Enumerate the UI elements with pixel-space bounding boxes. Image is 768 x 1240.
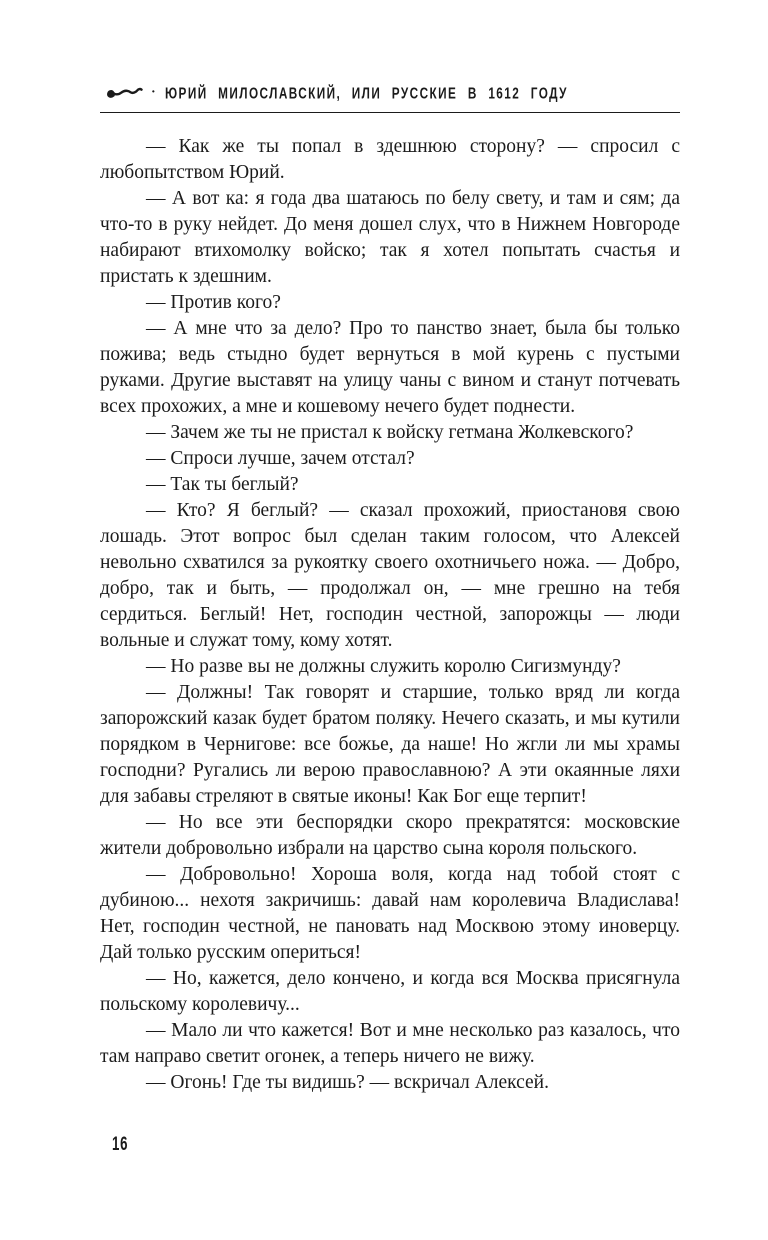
paragraph: — Против кого? [146,292,281,313]
body-text [100,134,680,1096]
paragraph: — Огонь! Где ты видишь? — вскричал Алексей. [146,1072,549,1093]
paragraph: — Как же ты попал в здешнюю сторону? — спросил с любопытством Юрий. [100,136,680,183]
header-separator: · [151,85,156,100]
page-content [100,84,680,1096]
paragraph: — Должны! Так говорят и старшие, только вряд ли когда запорожский казак будет братом поляку. Нечего сказать, и мы кутили порядком в Чернигове: все божье, да наше! Но жгли ли мы храмы господни? Ругались ли верою православною? А эти окаянные ляхи для забавы стреляют в святые иконы! Как Бог еще терпит! [100,682,680,807]
paragraph: — Мало ли что кажется! Вот и мне несколько раз казалось, что там направо светит огонек, а теперь ничего не вижу. [100,1020,680,1067]
running-title: ЮРИЙ МИЛОСЛАВСКИЙ, ИЛИ РУССКИЕ В 1612 ГОДУ [164,84,568,102]
paragraph: — А вот ка: я года два шатаюсь по белу свету, и там и сям; да что-то в руку нейдет. До меня дошел слух, что в Нижнем Новгороде набирают втихомолку войско; так я хотел попытать счастья и пристать к здешним. [100,188,680,287]
paragraph: — Но, кажется, дело кончено, и когда вся Москва присягнула польскому королевичу... [100,968,680,1015]
flourish-ornament-icon [106,86,144,100]
paragraph: — Зачем же ты не пристал к войску гетмана Жолкевского? [146,422,634,443]
paragraph: — Но разве вы не должны служить королю Сигизмунду? [146,656,621,677]
page-number: 16 [112,1133,129,1155]
running-head [100,84,680,113]
paragraph: — А мне что за дело? Про то панство знает, была бы только пожива; ведь стыдно будет вернуться в мой курень с пустыми руками. Другие выставят на улицу чаны с вином и станут потчевать всех прохожих, а мне и кошевому нечего будет поднести. [100,318,680,417]
paragraph: — Спроси лучше, зачем отстал? [146,448,415,469]
paragraph: — Кто? Я беглый? — сказал прохожий, приостановя свою лошадь. Этот вопрос был сделан таким голосом, что Алексей невольно схватился за рукоятку своего охотничьего ножа. — Добро, добро, так и быть, — продолжал он, — мне грешно на тебя сердиться. Беглый! Нет, господин честной, запорожцы — люди вольные и служат тому, кому хотят. [100,500,680,651]
paragraph: — Но все эти беспорядки скоро прекратятся: московские жители добровольно избрали на царство сына короля польского. [100,812,680,859]
paragraph: — Так ты беглый? [146,474,299,495]
paragraph: — Добровольно! Хороша воля, когда над тобой стоят с дубиною... нехотя закричишь: давай нам королевича Владислава! Нет, господин честной, не пановать над Москвою этому иноверцу. Дай только русским опериться! [100,864,680,963]
